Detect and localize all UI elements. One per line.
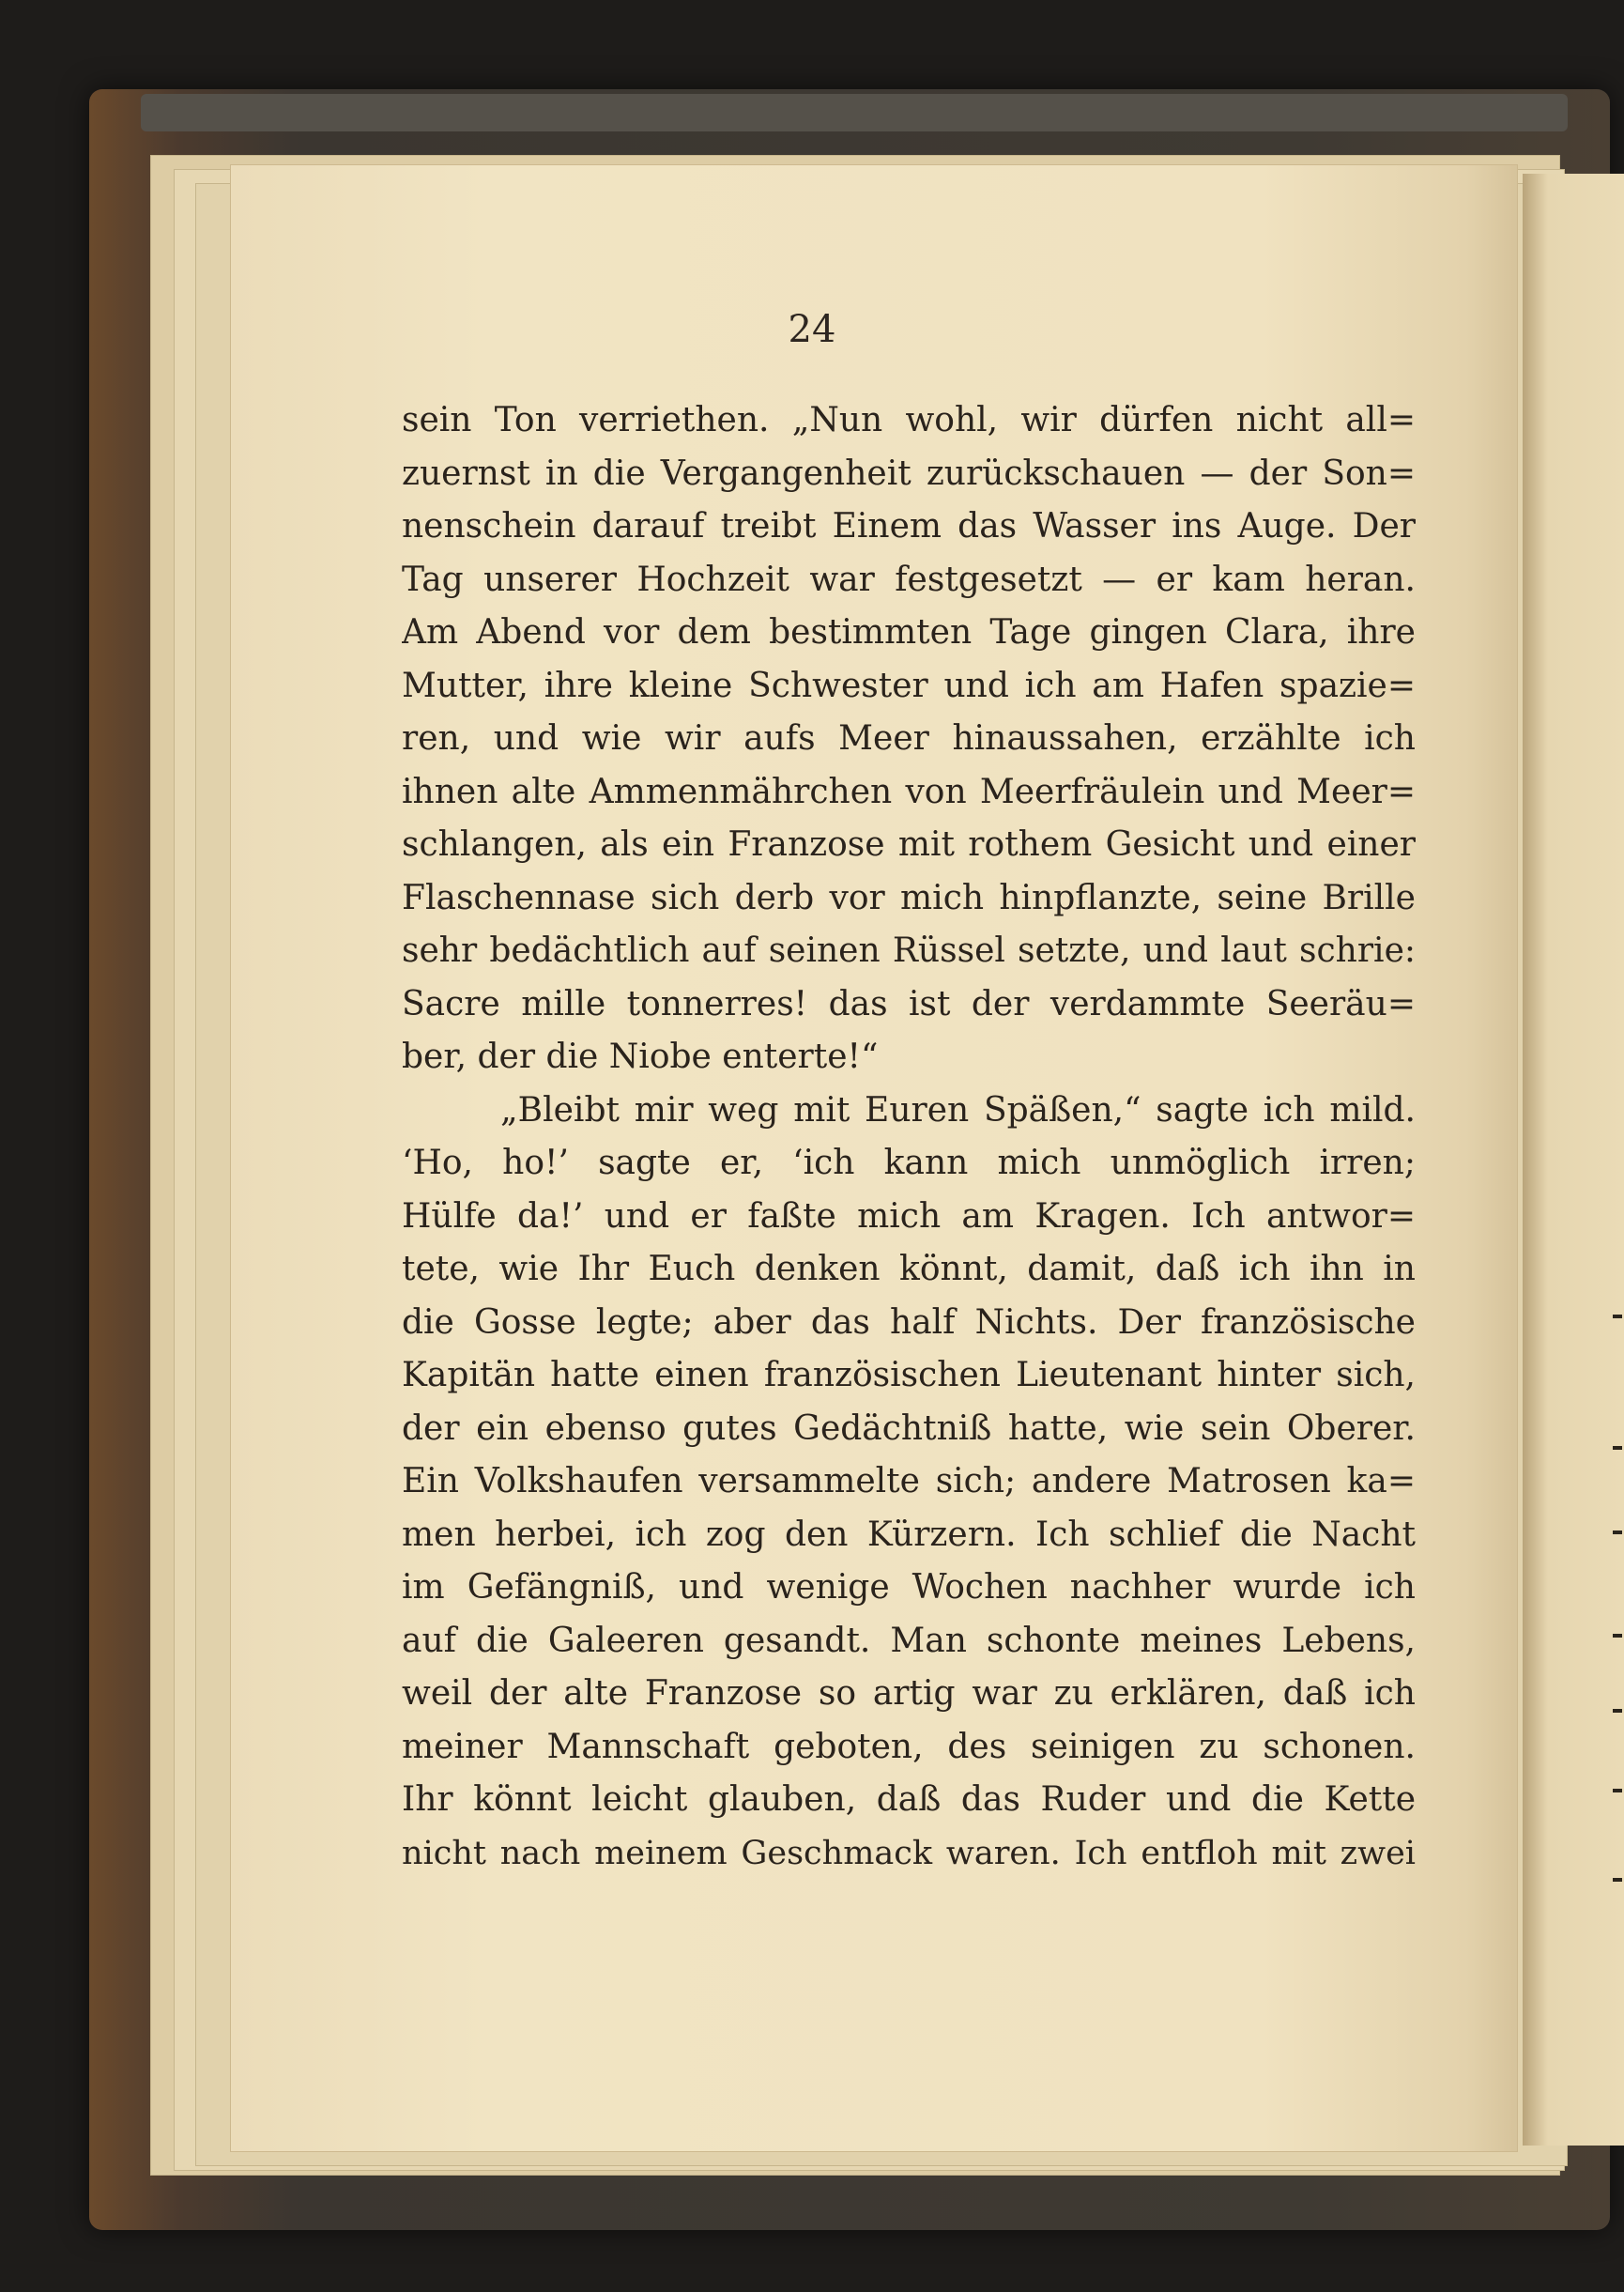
text-line: nenschein darauf treibt Einem das Wasser ins Auge. Der <box>402 507 1416 546</box>
text-line: sein Ton verriethen. „Nun wohl, wir dürfen nicht all= <box>402 401 1416 439</box>
text-line: Mutter, ihre kleine Schwester und ich am Hafen spazie= <box>402 666 1416 705</box>
text-line: „Bleibt mir weg mit Euren Späßen,“ sagte ich mild. <box>500 1090 1416 1130</box>
text-line: Tag unserer Hochzeit war festgesetzt — er kam heran. <box>402 560 1416 599</box>
text-line: sehr bedächtlich auf seinen Rüssel setzte, und laut schrie: <box>402 931 1416 970</box>
text-line: ber, der die Niobe enterte!“ <box>402 1038 879 1076</box>
text-line: tete, wie Ihr Euch denken könnt, damit, daß ich ihn in <box>402 1250 1416 1288</box>
text-line: meiner Mannschaft geboten, des seinigen zu schonen. <box>402 1727 1416 1766</box>
text-line: im Gefängniß, und wenige Wochen nachher wurde ich <box>402 1568 1416 1607</box>
text-line: ‘Ho, ho!’ sagte er, ‘ich kann mich unmöglich irren; <box>402 1144 1416 1182</box>
text-line: Flaschennase sich derb vor mich hinpflanzte, seine Brille <box>402 878 1416 917</box>
body-text <box>402 394 1416 1880</box>
text-line: ren, und wie wir aufs Meer hinaussahen, erzählte ich <box>402 719 1416 758</box>
text-line: ihnen alte Ammenmährchen von Meerfräulein und Meer= <box>402 772 1416 811</box>
text-line: der ein ebenso gutes Gedächtniß hatte, wie sein Oberer. <box>402 1408 1416 1448</box>
page-number: 24 <box>788 308 836 351</box>
text-line: nicht nach meinem Geschmack waren. Ich entfloh mit zwei <box>402 1834 1416 1872</box>
text-line: zuernst in die Vergangenheit zurückschauen — der Son= <box>402 454 1416 493</box>
text-line: auf die Galeeren gesandt. Man schonte meines Lebens, <box>402 1621 1416 1660</box>
text-line: Hülfe da!’ und er faßte mich am Kragen. Ich antwor= <box>402 1196 1416 1236</box>
text-line: weil der alte Franzose so artig war zu erklären, daß ich <box>402 1674 1416 1713</box>
facing-page-edge <box>1523 174 1624 2146</box>
text-line: Ihr könnt leicht glauben, daß das Ruder und die Kette <box>402 1780 1416 1819</box>
text-line: Ein Volkshaufen versammelte sich; andere Matrosen ka= <box>402 1462 1416 1500</box>
text-line: schlangen, als ein Franzose mit rothem Gesicht und einer <box>402 825 1416 864</box>
cover-top-edge <box>141 94 1568 131</box>
text-line: Kapitän hatte einen französischen Lieutenant hinter sich, <box>402 1356 1416 1394</box>
text-line: men herbei, ich zog den Kürzern. Ich schlief die Nacht <box>402 1515 1416 1554</box>
text-line: die Gosse legte; aber das half Nichts. Der französische <box>402 1302 1416 1342</box>
facing-page-ink-marks <box>1613 1315 1624 1925</box>
text-line: Sacre mille tonnerres! das ist der verdammte Seeräu= <box>402 984 1416 1023</box>
text-line: Am Abend vor dem bestimmten Tage gingen Clara, ihre <box>402 613 1416 652</box>
